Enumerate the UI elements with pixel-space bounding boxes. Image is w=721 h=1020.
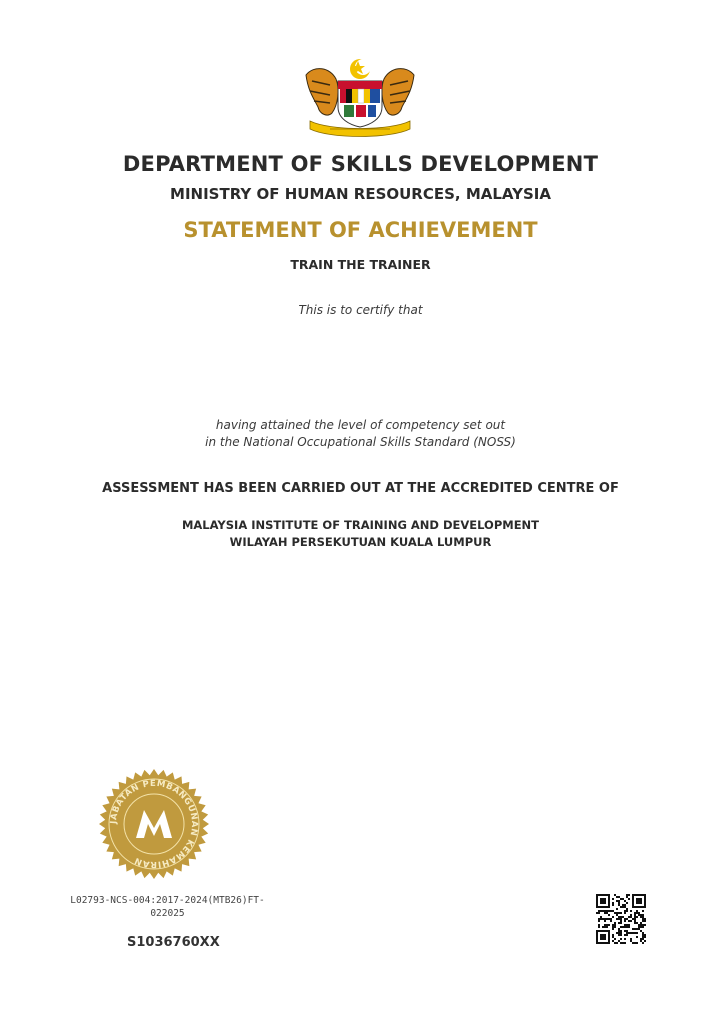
ministry-title: MINISTRY OF HUMAN RESOURCES, MALAYSIA xyxy=(170,185,551,203)
competency-line-2: in the National Occupational Skills Standard (NOSS) xyxy=(205,435,516,449)
certificate-title: STATEMENT OF ACHIEVEMENT xyxy=(183,218,538,242)
certificate-code xyxy=(60,894,275,920)
serial-number: S1036760XX xyxy=(127,935,220,950)
qr-code-icon xyxy=(596,894,646,944)
program-name: TRAIN THE TRAINER xyxy=(290,257,431,272)
assessment-statement: ASSESSMENT HAS BEEN CARRIED OUT AT THE ACCREDITED CENTRE OF xyxy=(102,481,619,496)
seal-text: JABATAN PEMBANGUNAN KEMAHIRAN xyxy=(108,778,200,870)
centre-location: WILAYAH PERSEKUTUAN KUALA LUMPUR xyxy=(229,535,492,549)
department-title: DEPARTMENT OF SKILLS DEVELOPMENT xyxy=(122,152,599,176)
competency-line-1: having attained the level of competency set out xyxy=(215,418,506,432)
certify-text: This is to certify that xyxy=(298,303,423,317)
certificate-code-line-1: L02793-NCS-004:2017-2024(MTB26)FT- xyxy=(70,895,265,906)
certificate-code-line-2: 022025 xyxy=(150,908,185,919)
coat-of-arms-icon xyxy=(300,55,420,140)
centre-name: MALAYSIA INSTITUTE OF TRAINING AND DEVELOPMENT xyxy=(181,518,540,532)
gold-seal-icon xyxy=(98,768,210,880)
